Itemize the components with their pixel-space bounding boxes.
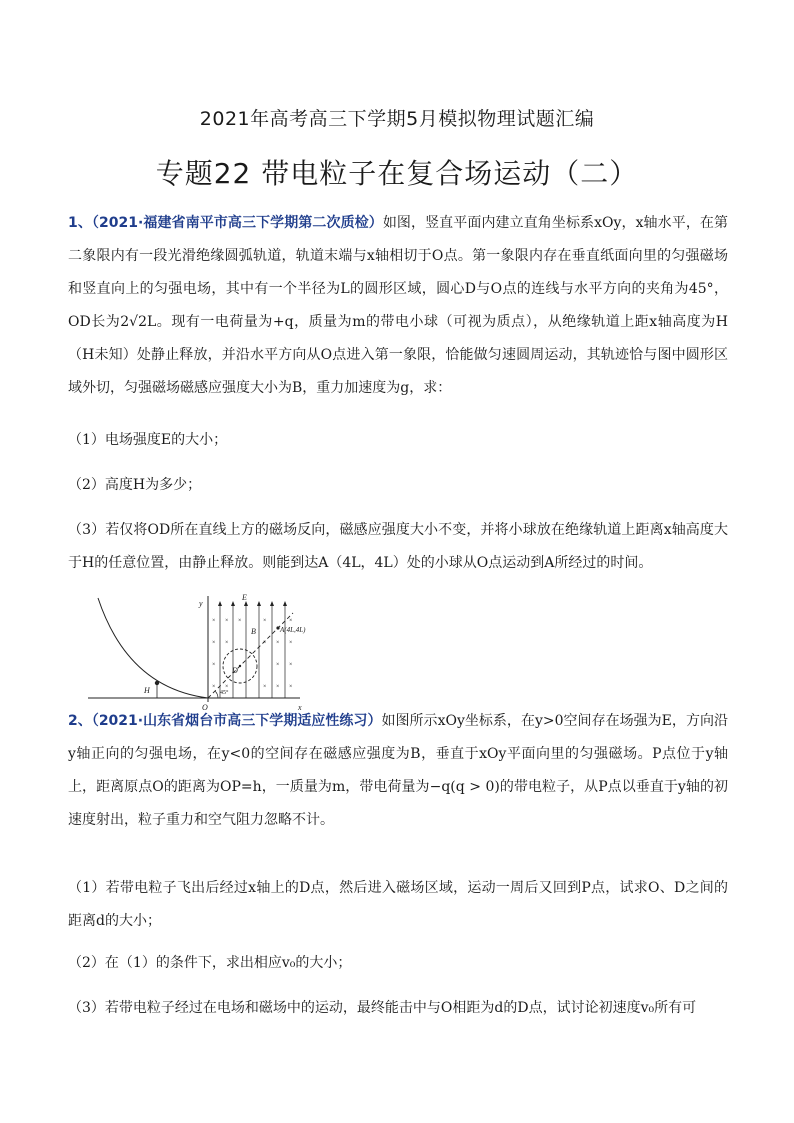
main-title: 专题22 带电粒子在复合场运动（二）: [155, 157, 639, 190]
field-cross: ×: [212, 662, 216, 668]
field-cross: ×: [289, 618, 293, 624]
field-cross: ×: [212, 640, 216, 646]
question-1-part-1-text: （1）电场强度E的大小；: [68, 432, 228, 448]
question-1-part-3: [68, 514, 728, 580]
label-O: O: [202, 703, 208, 712]
question-1-source: （2021·福建省南平市高三下学期第二次质检）: [91, 215, 383, 231]
question-2: [68, 705, 728, 837]
field-cross: ×: [276, 684, 280, 690]
question-1-part-2: [68, 469, 728, 502]
field-cross: ×: [212, 684, 216, 690]
question-1-body: 如图，竖直平面内建立直角坐标系xOy，x轴水平，在第二象限内有一段光滑绝缘圆弧轨道，轨道末端与x轴相切于O点。第一象限内存在垂直纸面向里的匀强磁场和竖直向上的匀强电场，其中有一个半径为L的圆形区域，圆心D与O点的连线与水平方向的夹角为45°，OD长为2√2L。现有一电荷量为+q，质量为m的带电小球（可视为质点），从绝缘轨道上距x轴高度为H（H未知）处静止释放，并沿水平方向从O点进入第一象限，恰能做匀速圆周运动，其轨迹恰与图中圆形区域外切，匀强磁场磁感应强度大小为B，重力加速度为g，求：: [68, 215, 728, 396]
field-cross: ×: [263, 618, 267, 624]
center-D-point: [239, 665, 241, 667]
field-cross: ×: [238, 618, 242, 624]
arrow-head: [257, 601, 261, 606]
field-cross: ×: [225, 618, 229, 624]
field-cross: ×: [212, 618, 216, 624]
question-2-part-2-text: （2）在（1）的条件下，求出相应v₀的大小；: [68, 955, 352, 971]
field-cross: ×: [225, 640, 229, 646]
question-1-part-1: [68, 424, 728, 457]
field-cross: ×: [289, 640, 293, 646]
arrow-head: [231, 601, 235, 606]
label-E: E: [242, 593, 247, 602]
question-2-part-2: [68, 947, 728, 980]
field-cross: ×: [276, 640, 280, 646]
arrow-head: [270, 601, 274, 606]
field-cross: ×: [289, 662, 293, 668]
label-B: B: [251, 627, 256, 636]
question-1-part-3-text: （3）若仅将OD所在直线上方的磁场反向，磁感应强度大小不变，并将小球放在绝缘轨道上距离x轴高度大于H的任意位置，由静止释放。则能到达A（4L，4L）处的小球从O点运动到A所经过的时间。: [68, 522, 728, 571]
arrow-head: [283, 601, 287, 606]
header-title: 2021年高考高三下学期5月模拟物理试题汇编: [199, 108, 595, 130]
question-1-number: 1、: [68, 215, 92, 231]
label-A: A(4L,4L): [280, 626, 306, 634]
question-2-part-3: [68, 992, 728, 1025]
field-cross: ×: [276, 662, 280, 668]
question-2-part-1-text: （1）若带电粒子飞出后经过x轴上的D点，然后进入磁场区域，运动一周后又回到P点，试求O、D之间的距离d的大小；: [68, 880, 728, 929]
question-1: [68, 207, 728, 405]
arc-track: [98, 598, 208, 698]
field-cross: ×: [263, 640, 267, 646]
field-cross: ×: [225, 684, 229, 690]
question-2-body: 如图所示xOy坐标系，在y>0空间存在场强为E，方向沿y轴正向的匀强电场，在y<0的空间存在磁感应强度为B，垂直于xOy平面向里的匀强磁场。P点位于y轴上，距离原点O的距离为OP=h，一质量为m，带电荷量为−q(q > 0)的带电粒子，从P点以垂直于y轴的初速度射出，粒子重力和空气阻力忽略不计。: [68, 713, 728, 828]
label-H: H: [144, 686, 150, 695]
question-2-part-3-text: （3）若带电粒子经过在电场和磁场中的运动，最终能击中与O相距为d的D点，试讨论初速度v₀所有可: [68, 1000, 697, 1016]
label-D: D: [232, 666, 238, 675]
field-cross: ×: [289, 684, 293, 690]
field-cross: ×: [263, 684, 267, 690]
question-2-part-1: [68, 872, 728, 938]
physics-figure: [88, 592, 318, 718]
angle-arc: [215, 691, 218, 698]
arrow-head: [218, 601, 222, 606]
question-2-source: （2021·山东省烟台市高三下学期适应性练习）: [91, 713, 382, 729]
question-1-part-2-text: （2）高度H为多少；: [68, 477, 202, 493]
label-angle: 45°: [220, 690, 229, 696]
label-x: x: [298, 703, 302, 712]
label-y: y: [199, 599, 203, 608]
question-2-number: 2、: [68, 713, 92, 729]
